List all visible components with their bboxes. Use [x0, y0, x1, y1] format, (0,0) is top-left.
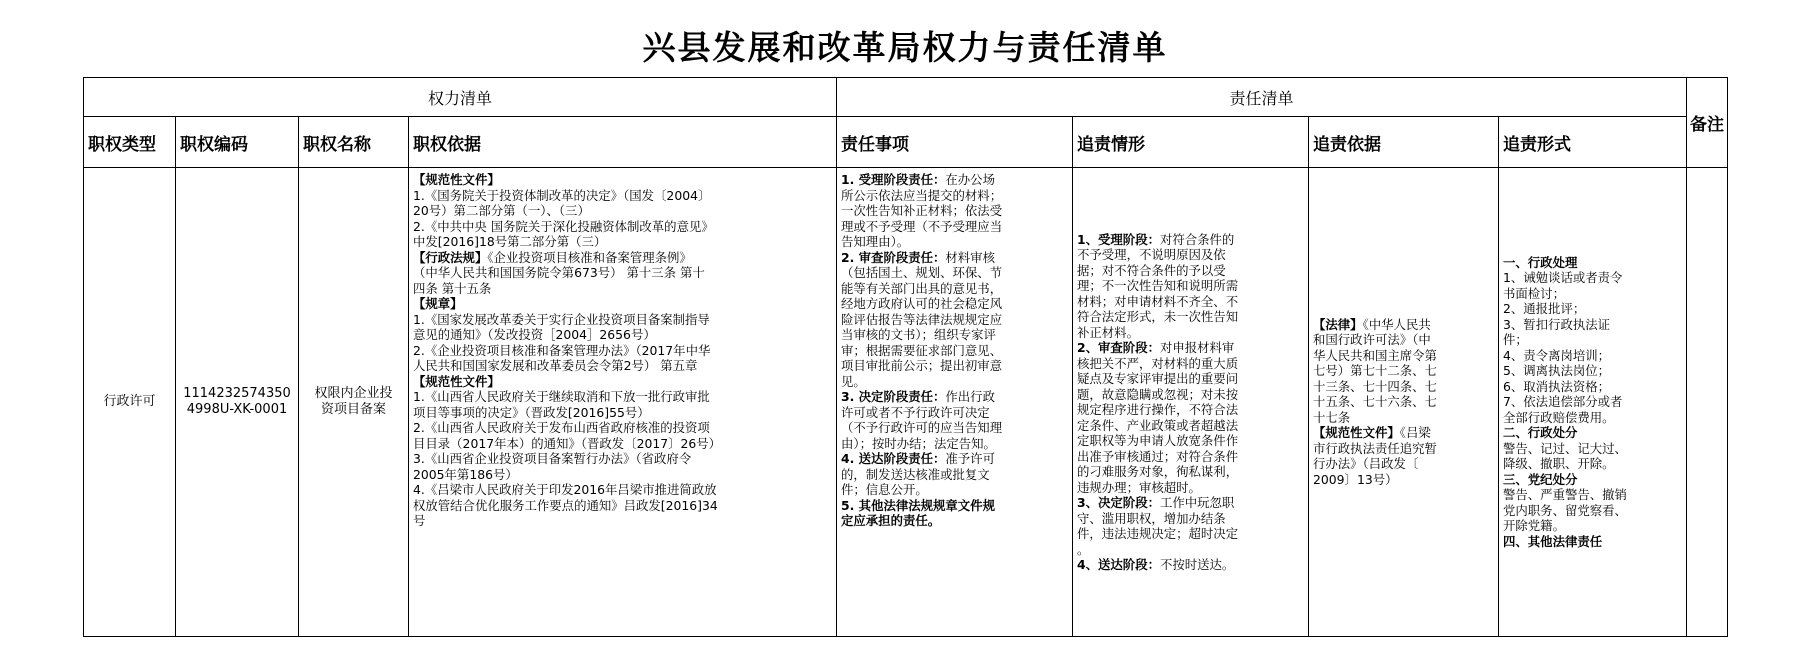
bold-heading: 【法律】: [1313, 316, 1363, 332]
col-power-type: 职权类型: [84, 117, 176, 168]
line-text: 20号）第二部分第（一）、（三）: [413, 203, 590, 218]
text-line: [841, 389, 1069, 405]
text-line: [841, 451, 1069, 467]
text-line: [413, 327, 833, 343]
text-line: [1077, 480, 1305, 496]
text-line: [841, 513, 1069, 529]
line-text: 中发[2016]18号第二部分第（三）: [413, 234, 607, 249]
line-text: 警告、严重警告、撤销: [1503, 487, 1627, 503]
text-line: [413, 281, 833, 297]
line-text: 1.《国务院关于投资体制改革的决定》（国发〔2004〕: [413, 187, 711, 203]
line-text: 一次性告知补正材料；依法受: [841, 203, 1003, 218]
text-line: [1077, 387, 1305, 403]
line-text: 2009〕13号）: [1313, 471, 1398, 487]
line-text: 1、诫勉谈话或者责令: [1503, 270, 1623, 286]
text-line: [1313, 332, 1495, 348]
text-line: [1503, 410, 1683, 426]
text-line: [1503, 534, 1683, 550]
text-line: [841, 250, 1069, 266]
text-line: [413, 358, 833, 374]
text-line: [413, 312, 833, 328]
text-line: [841, 436, 1069, 452]
line-text: 见。: [841, 373, 866, 389]
line-text: 材料审核: [945, 249, 995, 265]
responsibility-list-header: 责任清单: [837, 78, 1687, 117]
line-text: 市行政执法责任追究暂: [1313, 440, 1437, 456]
text-line: [413, 296, 833, 312]
line-text: 意见的通知》（发改投资［2004］2656号）: [413, 327, 656, 342]
line-text: 经地方政府认可的社会稳定风: [841, 296, 1003, 311]
text-line: [1077, 278, 1305, 294]
text-line: [413, 203, 833, 219]
line-text: 书面检讨；: [1503, 285, 1565, 301]
line-text: 十五条、七十六条、七: [1313, 394, 1437, 410]
text-line: [413, 250, 833, 266]
text-line: [841, 405, 1069, 421]
line-text: 告知理由）。: [841, 234, 910, 249]
text-line: [841, 234, 1069, 250]
bold-heading: 1. 受理阶段责任：: [841, 172, 946, 187]
text-line: [1313, 410, 1495, 426]
text-line: [841, 467, 1069, 483]
col-power-name: 职权名称: [299, 117, 409, 168]
line-text: 行办法》（吕政发〔: [1313, 456, 1419, 472]
text-line: [1503, 518, 1683, 534]
power-list-header: 权力清单: [84, 78, 837, 117]
text-line: [1313, 441, 1495, 457]
text-line: [1503, 472, 1683, 488]
text-line: [1313, 348, 1495, 364]
text-line: [841, 265, 1069, 281]
text-line: [841, 312, 1069, 328]
line-text: 《中华人民共: [1362, 316, 1431, 332]
line-text: 审；根据需要征求部门意见、: [841, 342, 1003, 358]
text-line: [413, 513, 833, 529]
line-text: 违规办理；审核超时。: [1077, 479, 1201, 495]
bold-heading: 【规范性文件】: [413, 373, 500, 389]
text-line: [841, 296, 1069, 312]
text-line: [841, 498, 1069, 514]
text-line: [841, 343, 1069, 359]
line-text: 1.《国家发展改革委关于实行企业投资项目备案制指导: [413, 311, 710, 327]
line-text: 件；: [1503, 332, 1528, 348]
line-text: 4、责令离岗培训；: [1503, 347, 1611, 363]
line-text: 2、通报批评；: [1503, 301, 1586, 317]
line-text: 件，违法违规决定；超时决定: [1077, 526, 1239, 541]
text-line: [413, 234, 833, 250]
line-text: 符合法定形式，未一次性告知: [1077, 309, 1239, 324]
col-power-code: 职权编码: [176, 117, 299, 168]
line-text: 开除党籍。: [1503, 518, 1565, 534]
bold-heading: 5. 其他法律法规规章文件规: [841, 497, 995, 513]
text-line: [1503, 503, 1683, 519]
line-text: 规定程序进行操作，不符合法: [1077, 402, 1239, 417]
text-line: [1077, 402, 1305, 418]
bold-heading: 【规范性文件】: [1313, 425, 1400, 441]
text-line: [1503, 348, 1683, 364]
power-basis-cell: [409, 168, 837, 637]
text-line: [1503, 379, 1683, 395]
line-text: 四条 第十五条: [413, 280, 492, 296]
text-line: [841, 374, 1069, 390]
line-text: 核把关不严，对材料的重大质: [1077, 355, 1239, 371]
text-line: [1313, 394, 1495, 410]
power-type-value: 行政许可: [103, 394, 156, 409]
text-line: [413, 374, 833, 390]
text-line: [1077, 511, 1305, 527]
text-line: [413, 436, 833, 452]
line-text: 4.《吕梁市人民政府关于印发2016年吕梁市推进简政放: [413, 482, 717, 497]
text-line: [841, 219, 1069, 235]
bold-heading: 三、党纪处分: [1503, 471, 1578, 487]
line-text: 由）；按时办结；法定告知。: [841, 435, 996, 451]
text-line: [413, 498, 833, 514]
text-line: [1077, 449, 1305, 465]
bold-heading: 四、其他法律责任: [1503, 533, 1603, 549]
accountability-cases-cell: [1073, 168, 1309, 637]
line-text: 所公示依法应当提交的材料；: [841, 187, 1003, 203]
line-text: 华人民共和国主席令第: [1313, 347, 1437, 363]
text-line: [1503, 394, 1683, 410]
accountability-forms-cell: [1499, 168, 1687, 637]
text-line: [1077, 464, 1305, 480]
line-text: 在办公场: [945, 172, 995, 187]
text-line: [1313, 456, 1495, 472]
text-line: [1503, 270, 1683, 286]
line-text: （包括国土、规划、环保、节: [841, 265, 1003, 280]
line-text: 守、滥用职权，增加办结条: [1077, 510, 1226, 526]
text-line: [1503, 255, 1683, 271]
bold-heading: 【行政法规】: [413, 249, 488, 265]
bold-heading: 4. 送达阶段责任：: [841, 451, 946, 466]
power-type-cell: [84, 168, 176, 637]
text-line: [841, 420, 1069, 436]
text-line: [413, 467, 833, 483]
line-text: 全部行政赔偿费用。: [1503, 409, 1615, 425]
col-power-basis: 职权依据: [409, 117, 837, 168]
text-line: [1503, 332, 1683, 348]
text-line: [1077, 557, 1305, 573]
line-text: 1.《山西省人民政府关于继续取消和下放一批行政审批: [413, 389, 710, 404]
text-line: [1313, 317, 1495, 333]
text-line: [1077, 247, 1305, 263]
text-line: [841, 358, 1069, 374]
line-text: 项目等事项的决定》（晋政发[2016]55号）: [413, 404, 650, 420]
responsibility-items-cell: [837, 168, 1073, 637]
text-line: [413, 482, 833, 498]
col-accountability-basis: 追责依据: [1309, 117, 1499, 168]
line-text: 件；信息公开。: [841, 482, 928, 497]
text-line: [413, 405, 833, 421]
bold-heading: 1、受理阶段：: [1077, 231, 1160, 247]
power-code-line: 1114232574350: [183, 386, 291, 401]
bold-heading: 【规范性文件】: [413, 172, 500, 187]
line-text: 党内职务、留党察看、: [1503, 502, 1627, 518]
text-line: [1077, 371, 1305, 387]
text-line: [413, 451, 833, 467]
text-line: [413, 219, 833, 235]
text-line: [413, 389, 833, 405]
text-line: [1077, 263, 1305, 279]
line-text: 权放管结合优化服务工作要点的通知》吕政发[2016]34: [413, 497, 718, 513]
line-text: 补正材料。: [1077, 324, 1139, 340]
text-line: [1503, 363, 1683, 379]
text-line: [1503, 487, 1683, 503]
text-line: [841, 281, 1069, 297]
bold-heading: 一、行政处理: [1503, 254, 1578, 270]
table-row: [84, 168, 1728, 637]
line-text: 准予许可: [945, 451, 995, 466]
bold-heading: 定应承担的责任。: [841, 513, 941, 528]
line-text: 2005年第186号）: [413, 466, 518, 482]
line-text: 警告、记过、记大过、: [1503, 440, 1627, 456]
line-text: （不予行政许可的应当告知理: [841, 420, 1003, 435]
col-accountability-cases: 追责情形: [1073, 117, 1309, 168]
line-text: 2.《中共中央 国务院关于深化投融资体制改革的意见》: [413, 218, 714, 234]
remarks-header: 备注: [1687, 78, 1728, 168]
power-name-cell: [299, 168, 409, 637]
text-line: [413, 265, 833, 281]
line-text: 疑点及专家评审提出的重要问: [1077, 371, 1239, 386]
power-responsibility-table: [83, 77, 1728, 637]
text-line: [841, 203, 1069, 219]
text-line: [841, 188, 1069, 204]
line-text: 。: [1077, 541, 1090, 557]
text-line: [1503, 317, 1683, 333]
text-line: [1077, 294, 1305, 310]
line-text: 《吕梁: [1399, 425, 1431, 441]
text-line: [1503, 456, 1683, 472]
line-text: 十七条: [1313, 409, 1351, 425]
text-line: [1077, 309, 1305, 325]
line-text: 降级、撤职、开除。: [1503, 456, 1615, 472]
text-line: [1313, 425, 1495, 441]
line-text: 险评估报告等法律法规规定应: [841, 311, 1003, 327]
line-text: 不按时送达。: [1159, 557, 1235, 572]
line-text: 定条件、产业政策或者超越法: [1077, 417, 1239, 433]
bold-heading: 【规章】: [413, 296, 463, 311]
text-line: [413, 420, 833, 436]
text-line: [1503, 286, 1683, 302]
line-text: 号: [413, 513, 426, 528]
text-line: [413, 343, 833, 359]
line-text: 材料；对申请材料不齐全、不: [1077, 293, 1239, 309]
text-line: [1077, 495, 1305, 511]
text-line: [1313, 472, 1495, 488]
line-text: 的刁难服务对象，徇私谋利，: [1077, 464, 1239, 479]
line-text: 七号）第七十二条、七: [1313, 363, 1437, 379]
remarks-cell: [1687, 168, 1728, 637]
line-text: 7、依法追偿部分或者: [1503, 394, 1623, 410]
bold-heading: 二、行政处分: [1503, 425, 1578, 441]
power-code-cell: [176, 168, 299, 637]
text-line: [1077, 325, 1305, 341]
line-text: 项目审批前公示；提出初审意: [841, 358, 1003, 373]
bold-heading: 2、审查阶段：: [1077, 340, 1160, 355]
bold-heading: 2. 审查阶段责任：: [841, 249, 946, 265]
text-line: [1313, 363, 1495, 379]
line-text: 人民共和国国家发展和改革委员会令第2号） 第五章: [413, 358, 698, 373]
power-name-line: 权限内企业投: [314, 386, 393, 401]
line-text: 《企业投资项目核准和备案管理条例》: [487, 249, 692, 265]
text-line: [1077, 418, 1305, 434]
line-text: 3.《山西省企业投资项目备案暂行办法》（省政府令: [413, 451, 692, 466]
line-text: 能等有关部门出具的意见书，: [841, 280, 1003, 296]
text-line: [1077, 356, 1305, 372]
line-text: 和国行政许可法》（中: [1313, 332, 1431, 348]
text-line: [1077, 232, 1305, 248]
line-text: 2.《山西省人民政府关于发布山西省政府核准的投资项: [413, 420, 710, 435]
line-text: 据；对不符合条件的予以受: [1077, 262, 1226, 278]
text-line: [413, 188, 833, 204]
power-name-line: 资项目备案: [320, 402, 386, 417]
bold-heading: 3. 决定阶段责任：: [841, 389, 946, 404]
line-text: 5、调离执法岗位；: [1503, 363, 1611, 379]
text-line: [841, 482, 1069, 498]
line-text: 6、取消执法资格；: [1503, 378, 1611, 394]
col-responsibility-items: 责任事项: [837, 117, 1073, 168]
line-text: 当审核的文书）；组织专家评: [841, 327, 996, 342]
line-text: 对申报材料审: [1159, 340, 1235, 355]
text-line: [1313, 379, 1495, 395]
accountability-basis-cell: [1309, 168, 1499, 637]
line-text: 定职权等为申请人放宽条件作: [1077, 433, 1239, 448]
line-text: 十三条、七十四条、七: [1313, 378, 1437, 394]
text-line: [1077, 526, 1305, 542]
text-line: [1503, 425, 1683, 441]
text-line: [841, 172, 1069, 188]
text-line: [841, 327, 1069, 343]
text-line: [1077, 542, 1305, 558]
col-accountability-forms: 追责形式: [1499, 117, 1687, 168]
line-text: 理；不一次性告知和说明所需: [1077, 278, 1239, 293]
line-text: 作出行政: [945, 389, 995, 404]
line-text: 工作中玩忽职: [1159, 495, 1235, 510]
line-text: 的，制发送达核准或批复文: [841, 466, 990, 482]
bold-heading: 3、决定阶段：: [1077, 495, 1160, 510]
line-text: 2.《企业投资项目核准和备案管理办法》（2017年中华: [413, 342, 711, 358]
bold-heading: 4、送达阶段：: [1077, 557, 1160, 572]
line-text: （中华人民共和国国务院令第673号） 第十三条 第十: [413, 265, 705, 280]
line-text: 3、暂扣行政执法证: [1503, 316, 1611, 332]
text-line: [1077, 433, 1305, 449]
text-line: [1503, 441, 1683, 457]
line-text: 不予受理，不说明原因及依: [1077, 247, 1226, 262]
power-code-line: 4998U-XK-0001: [186, 402, 288, 417]
line-text: 许可或者不予行政许可决定: [841, 404, 990, 420]
text-line: [413, 172, 833, 188]
line-text: 题，故意隐瞒或忽视；对未按: [1077, 386, 1239, 402]
line-text: 目目录（2017年本）的通知》（晋政发〔2017〕26号）: [413, 435, 722, 451]
line-text: 对符合条件的: [1159, 231, 1235, 247]
line-text: 出准予审核通过；对符合条件: [1077, 448, 1239, 464]
text-line: [1503, 301, 1683, 317]
text-line: [1077, 340, 1305, 356]
line-text: 理或不予受理（不予受理应当: [841, 218, 1003, 234]
page-title: 兴县发展和改革局权力与责任清单: [642, 28, 1168, 67]
